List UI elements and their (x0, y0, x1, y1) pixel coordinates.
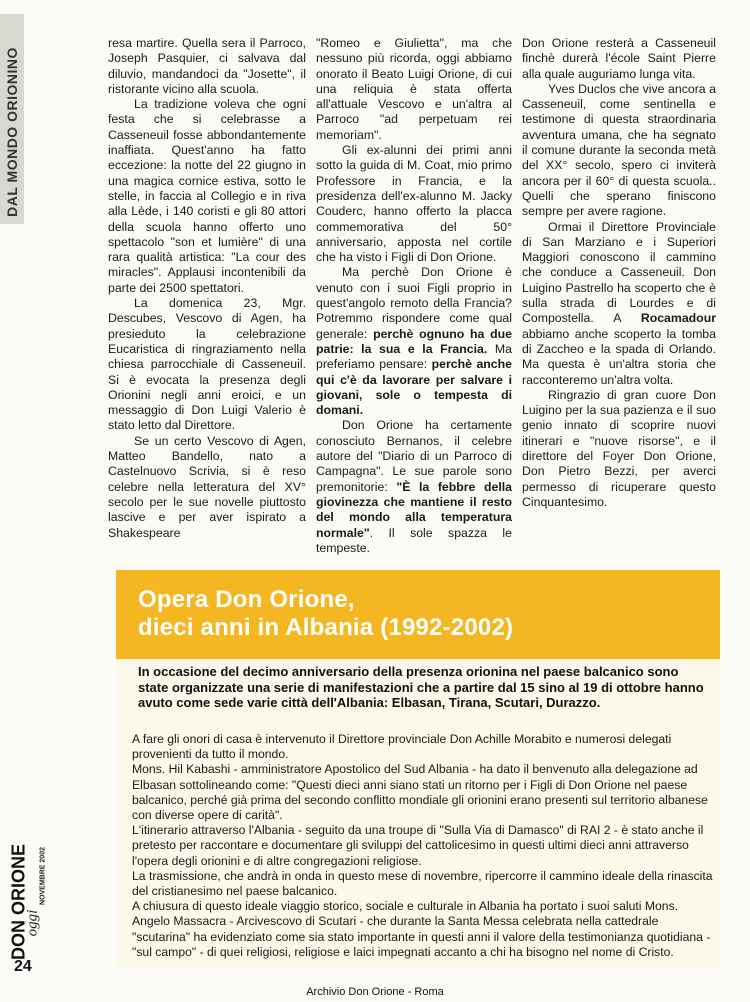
magazine-brand: DON ORIONE (8, 843, 29, 961)
paragraph: resa martire. Quella sera il Parroco, Joseph Pasquier, ci salvava dal diluvio, mandandoci da "Josette", il ristorante vicino alla scuola. (108, 36, 306, 96)
magazine-brand-sub: oggi (24, 909, 41, 937)
emphasis-text: Rocamadour (640, 311, 716, 326)
text-run: abbiamo anche scoperto la tomba di Zaccheo e la spada di Orlando. Ma questa è un'altra storia che racconteremo un'altra volta. (522, 326, 716, 387)
text-run: Ma perchè Don Orione è venuto con i suoi Figli proprio in quest'angolo remoto della Francia? Potremmo rispondere come qual generale: (316, 265, 512, 341)
paragraph: Se un certo Vescovo di Agen, Matteo Bandello, nato a Castelnuovo Scrivia, si è reso celebre nella letteratura del XV° secolo per le sue novelle piuttosto lascive e per aver ispirato a Shakespeare (108, 433, 306, 540)
paragraph (316, 265, 512, 418)
article-column-2 (316, 36, 512, 556)
issue-date: NOVEMBRE 2002 (39, 847, 47, 905)
box-lead: In occasione del decimo anniversario della presenza orionina nel paese balcanico sono state organizzate una serie di manifestazioni che a partire dal 15 sino al 19 di ottobre hanno avuto come sede varie città dell'Albania: Elbasan, Tirana, Scutari, Durazzo. (138, 664, 704, 710)
box-paragraph: Mons. Hil Kabashi - amministratore Apostolico del Sud Albania - ha dato il benvenuto alla delegazione ad Elbasan sottolineando come: "Questi dieci anni siano stati un ritorno per i Figli di Don Orione nel paese balcanico, perché già prima del secondo conflitto mondiale gli orionini erano presenti sul territorio albanese con diverse opere di carità". (132, 762, 708, 823)
box-header (116, 570, 720, 659)
box-title-line-1: Opera Don Orione, (138, 586, 355, 613)
section-label: DAL MONDO ORIONINO (4, 47, 20, 217)
box-body (132, 732, 714, 960)
paragraph: "Romeo e Giulietta", ma che nessuno più ricorda, oggi abbiamo onorato il Beato Luigi Orione, di cui una reliquia è stata offerta all'attuale Vescovo e un'altra al Parroco "ad perpetuam rei memoriam". (316, 36, 512, 142)
paragraph: La tradizione voleva che ogni festa che si celebrasse a Casseneuil fosse abbondantemente inaffiata. Quest'anno ha fatto eccezione: la notte del 22 giugno in una magica cornice estiva, sotto le stelle, in faccia al Collegio e in riva alla Lède, i 140 coristi e gli 80 attori della scuola hanno offerto uno spettacolo "son et lumière" di una rara qualità artistica: "La cour des miracles". Applausi incontenibili da parte dei 2500 spettatori. (108, 97, 306, 295)
text-run: Ma preferiamo pensare: (316, 341, 512, 372)
text-run: Don Orione ha certamente conosciuto Bernanos, il celebre autore del "Diario di un Parroco di Campagna". Le sue parole sono premonitorie: (316, 418, 512, 494)
box-paragraph: La trasmissione, che andrà in onda in questo mese di novembre, ripercorre il cammino ideale della rinascita del cristianesimo nel paese balcanico. (132, 868, 713, 899)
paragraph (522, 220, 716, 388)
paragraph: Gli ex-alunni dei primi anni sotto la guida di M. Coat, mio primo Professore in Francia, e la presidenza dell'ex-alunno M. Jacky Couderc, hanno offerto la placca commemorativa del 50° anniversario, apposta nel cortile che ha visto i Figli di Don Orione. (316, 143, 512, 265)
paragraph: Don Orione resterà a Casseneuil finchè durerà l'école Saint Pierre alla quale auguriamo lunga vita. (522, 36, 716, 81)
box-title (138, 586, 513, 642)
paragraph: Ringrazio di gran cuore Don Luigino per la sua pazienza e il suo genio innato di scoprire nuovi itinerari e "nuove risorse", e il direttore del Foyer Don Orione, Don Pietro Bezzi, per averci permesso di ricuperare questo Cinquantesimo. (522, 387, 716, 509)
emphasis-quote: "È la febbre della giovinezza che mantiene il resto del mondo alla temperatura normale" (316, 479, 513, 540)
box-paragraph: A fare gli onori di casa è intervenuto il Direttore provinciale Don Achille Morabito e numerosi delegati provenienti da tutto il mondo. (132, 732, 672, 762)
box-paragraph: A chiusura di questo ideale viaggio storico, sociale e culturale in Albania ha portato i suoi saluti Mons. Angelo Massacra - Arcivescovo di Scutari - che durante la Santa Messa celebrata nella cattedrale "scutarina" ha evidenziato come sia stato importante in questi anni il valore della testimonianza quotidiana - "sul campo" - di quei religiosi, religiose e laici impegnati accanto a chi ha bisogno nel nome di Cristo. (132, 899, 711, 959)
emphasis-text: perchè ognuno ha due patrie: la sua e la Francia. (316, 326, 512, 356)
paragraph: Yves Duclos che vive ancora a Casseneuil, come sentinella e testimone di questa straordinaria avventura umana, che ha segnato il comune durante la seconda metà del XX° secolo, spero ci inviterà ancora per il 60° di questa scuola.. Quelli che sperano finiscono sempre per avere ragione. (522, 81, 716, 219)
archive-footer: Archivio Don Orione - Roma (306, 986, 444, 998)
box-title-line-2: dieci anni in Albania (1992-2002) (138, 614, 514, 641)
box-paragraph: L'itinerario attraverso l'Albania - seguito da una troupe di "Sulla Via di Damasco" di RAI 2 - è stato anche il pretesto per raccontare e documentare gli sviluppi del cattolicesimo in questi ultimi dieci anni attraverso l'opera degli orionini e di altre congregazioni religiose. (132, 823, 704, 868)
article-column-1 (108, 36, 306, 541)
article-column-3 (522, 36, 716, 510)
text-run: . Il sole spazza le tempeste. (316, 525, 512, 555)
emphasis-text: perchè anche qui c'è da lavorare per salvare i giovani, sole o tempesta di domani. (316, 357, 512, 418)
page-number: 24 (14, 958, 32, 975)
albania-box (116, 570, 720, 967)
text-run: Ormai il Direttore Provinciale di San Marziano e i Superiori Maggiori conoscono il cammino che conduce a Casseneuil. Don Luigino Pastrello ha scoperto che è sulla strada di Lourdes e di Compostella. A (522, 219, 716, 326)
paragraph: La domenica 23, Mgr. Descubes, Vescovo di Agen, ha presieduto la celebrazione Eucaristica di ringraziamento nella chiesa parrocchiale di Casseneuil. Si è evocata la presenza degli Orionini negli anni eroici, e un messaggio di Don Luigi Valerio è stato letto dal Direttore. (108, 296, 306, 433)
section-tab (0, 14, 24, 224)
paragraph (316, 418, 512, 556)
